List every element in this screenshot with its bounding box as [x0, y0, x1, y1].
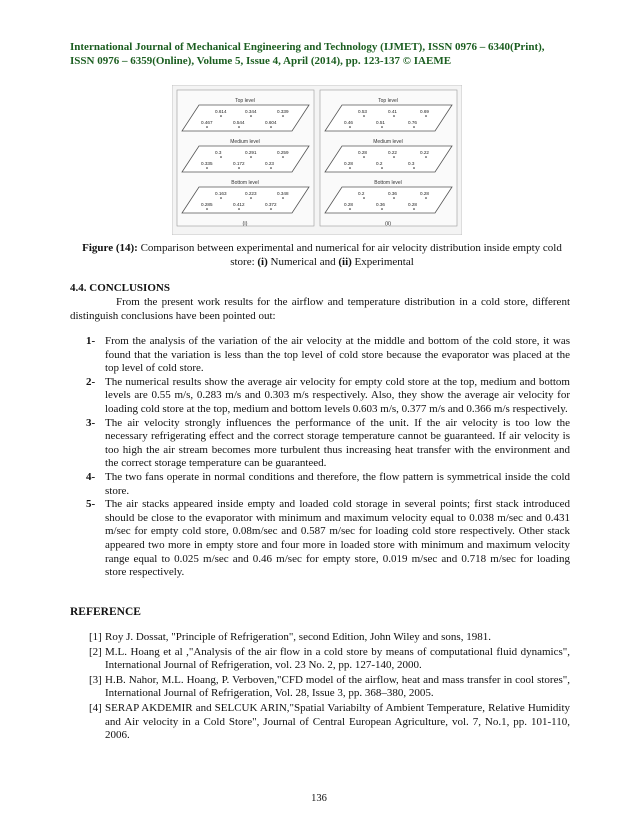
velocity-value: 0.467: [201, 120, 213, 125]
reference-number: [4]: [89, 701, 102, 714]
probe-point: [238, 126, 240, 128]
velocity-value: 0.339: [277, 109, 289, 114]
journal-header: [70, 40, 570, 68]
page-number: 136: [311, 793, 327, 804]
probe-point: [425, 156, 427, 158]
velocity-value: 0.172: [233, 161, 245, 166]
velocity-value: 0.285: [201, 202, 213, 207]
reference-number: [3]: [89, 673, 102, 686]
velocity-value: 0.23: [265, 161, 274, 166]
probe-point: [220, 156, 222, 158]
reference-text: M.L. Hoang et al ,"Analysis of the air flow in a cold store by means of computational fluid dynamics", International Journal of Refrigeration, vol. 23 No. 2, pp. 127-140, 2000.: [105, 645, 570, 672]
item-number: 2-: [86, 375, 96, 388]
item-text: The air stacks appeared inside empty and loaded cold storage in several points; first stack introduced should be close to the evaporator with minimum and maximum velocity equal to 0.038 m/sec and 0.431 m/sec for empty cold store, 0.08m/sec and 0.587 m/sec for loading cold store respectively. Other stack appeared two more in empty store and four more in loaded store with minimum and maximum velocity range equal to 0.025 m/sec and 0.46 m/sec for empty store, 0.019 m/sec and 0.718 m/sec for loading store respectively.: [105, 498, 570, 579]
velocity-value: 0.163: [215, 191, 227, 196]
header-line-2: ISSN 0976 – 6359(Online), Volume 5, Issue 4, April (2014), pp. 123-137 © IAEME: [70, 55, 452, 67]
probe-point: [381, 208, 383, 210]
reference-item: [70, 702, 570, 743]
velocity-value: 0.69: [420, 109, 429, 114]
list-item: [70, 498, 570, 580]
reference-text: SERAP AKDEMIR and SELCUK ARIN,"Spatial Variabilty of Ambient Temperature, Relative Humidity and Air velocity in a Cold Store", Journal of Central European Agriculture, vol. 7, No.1, pp. 101-110, 2006.: [105, 701, 570, 742]
velocity-value: 0.53: [358, 109, 367, 114]
velocity-value: 0.2: [376, 161, 383, 166]
probe-point: [250, 115, 252, 117]
list-item: [70, 417, 570, 471]
probe-point: [425, 197, 427, 199]
velocity-value: 0.291: [245, 150, 257, 155]
reference-number: [2]: [89, 645, 102, 658]
velocity-value: 0.22: [420, 150, 429, 155]
probe-point: [363, 197, 365, 199]
probe-point: [270, 167, 272, 169]
velocity-value: 0.28: [344, 161, 353, 166]
probe-point: [220, 115, 222, 117]
header-line-1: International Journal of Mechanical Engineering and Technology (IJMET), ISSN 0976 – 6340(Print),: [70, 41, 545, 53]
caption-i: (i): [257, 256, 268, 268]
reference-item: [70, 631, 570, 645]
probe-point: [349, 208, 351, 210]
velocity-value: 0.412: [233, 202, 245, 207]
caption-ii: (ii): [338, 256, 352, 268]
item-text: The two fans operate in normal conditions and therefore, the flow pattern is symmetrical inside the cold store.: [105, 470, 570, 497]
probe-point: [413, 208, 415, 210]
probe-point: [393, 115, 395, 117]
item-text: The air velocity strongly influences the performance of the unit. If the air velocity is too low the necessary refrigerating effect and the correct storage temperature cannot be guaranteed. If air velocity is too high the air stream becomes more turbulent thus increasing heat transfer with the environment and the correct storage temperature can be guaranteed.: [105, 416, 570, 470]
probe-point: [363, 156, 365, 158]
level-title: Medium level: [373, 139, 403, 145]
level-title: Bottom level: [374, 180, 402, 186]
probe-point: [282, 115, 284, 117]
velocity-value: 0.372: [265, 202, 277, 207]
probe-point: [393, 197, 395, 199]
level-title: Medium level: [230, 139, 260, 145]
list-item: [70, 471, 570, 498]
reference-text: H.B. Nahor, M.L. Hoang, P. Verboven,"CFD model of the airflow, heat and mass transfer in cool stores", International Journal of Refrigeration, Vol. 28, Issue 3, pp. 368–380, 2005.: [105, 673, 570, 700]
probe-point: [238, 167, 240, 169]
item-number: 1-: [86, 335, 96, 347]
item-text: The numerical results show the average air velocity for empty cold store at the top, medium and bottom levels are 0.55 m/s, 0.283 m/s and 0.303 m/s respectively. Also, they show the average air velocity for loading cold store at the top, medium and bottom levels 0.603 m/s, 0.377 m/s and 0.366 m/s respectively.: [105, 375, 570, 415]
reference-list: [70, 631, 570, 744]
figure-caption: [82, 241, 562, 269]
probe-point: [250, 156, 252, 158]
velocity-value: 0.28: [408, 202, 417, 207]
probe-point: [363, 115, 365, 117]
probe-point: [220, 197, 222, 199]
velocity-value: 0.3: [215, 150, 222, 155]
probe-point: [238, 208, 240, 210]
velocity-value: 0.28: [344, 202, 353, 207]
probe-point: [349, 167, 351, 169]
velocity-value: 0.259: [277, 150, 289, 155]
probe-point: [282, 156, 284, 158]
velocity-value: 0.36: [388, 191, 397, 196]
probe-point: [206, 167, 208, 169]
probe-point: [393, 156, 395, 158]
item-number: 4-: [86, 470, 96, 483]
probe-point: [381, 126, 383, 128]
conclusions-list: [70, 335, 570, 580]
velocity-value: 0.28: [358, 150, 367, 155]
caption-text-1: Comparison between experimental and numerical for air velocity distribution inside empty cold store:: [137, 242, 562, 268]
reference-text: Roy J. Dossat, "Principle of Refrigeration", second Edition, John Wiley and sons, 1981.: [105, 631, 491, 643]
probe-point: [381, 167, 383, 169]
probe-point: [250, 197, 252, 199]
velocity-figure: [172, 85, 462, 235]
probe-point: [282, 197, 284, 199]
velocity-value: 0.348: [277, 191, 289, 196]
velocity-value: 0.544: [233, 120, 245, 125]
velocity-value: 0.3: [408, 161, 415, 166]
probe-point: [206, 126, 208, 128]
list-item: [70, 335, 570, 376]
reference-item: [70, 674, 570, 701]
item-number: 5-: [86, 498, 96, 511]
panel-label: (ii): [384, 221, 392, 227]
section-title: 4.4. CONCLUSIONS: [70, 282, 170, 294]
probe-point: [425, 115, 427, 117]
reference-item: [70, 646, 570, 673]
velocity-value: 0.604: [265, 120, 277, 125]
reference-title: REFERENCE: [70, 606, 141, 618]
velocity-value: 0.614: [215, 109, 227, 114]
velocity-value: 0.46: [344, 120, 353, 125]
caption-prefix: Figure (14):: [82, 242, 138, 254]
velocity-value: 0.344: [245, 109, 257, 114]
probe-point: [413, 167, 415, 169]
caption-text-2: Numerical and: [267, 256, 339, 268]
velocity-value: 0.2: [358, 191, 365, 196]
velocity-value: 0.41: [388, 109, 397, 114]
velocity-value: 0.28: [420, 191, 429, 196]
caption-text-3: Experimental: [351, 256, 414, 268]
list-item: [70, 376, 570, 417]
level-title: Top level: [235, 98, 255, 104]
probe-point: [413, 126, 415, 128]
velocity-value: 0.335: [201, 161, 213, 166]
velocity-value: 0.223: [245, 191, 257, 196]
velocity-value: 0.76: [408, 120, 417, 125]
velocity-value: 0.22: [388, 150, 397, 155]
item-text: From the analysis of the variation of the air velocity at the middle and bottom of the cold store, it was found that the variation is less than the top level of cold store because the evaporator was placed at the top level of cold store.: [105, 335, 570, 375]
probe-point: [270, 126, 272, 128]
intro-paragraph: From the present work results for the airflow and temperature distribution in a cold store, different distinguish conclusions have been pointed out:: [70, 296, 570, 322]
item-number: 3-: [86, 416, 96, 429]
reference-number: [1]: [89, 631, 102, 643]
level-title: Bottom level: [231, 180, 259, 186]
velocity-value: 0.36: [376, 202, 385, 207]
panel-label: (i): [242, 221, 248, 227]
level-title: Top level: [378, 98, 398, 104]
probe-point: [270, 208, 272, 210]
velocity-value: 0.51: [376, 120, 385, 125]
probe-point: [206, 208, 208, 210]
probe-point: [349, 126, 351, 128]
